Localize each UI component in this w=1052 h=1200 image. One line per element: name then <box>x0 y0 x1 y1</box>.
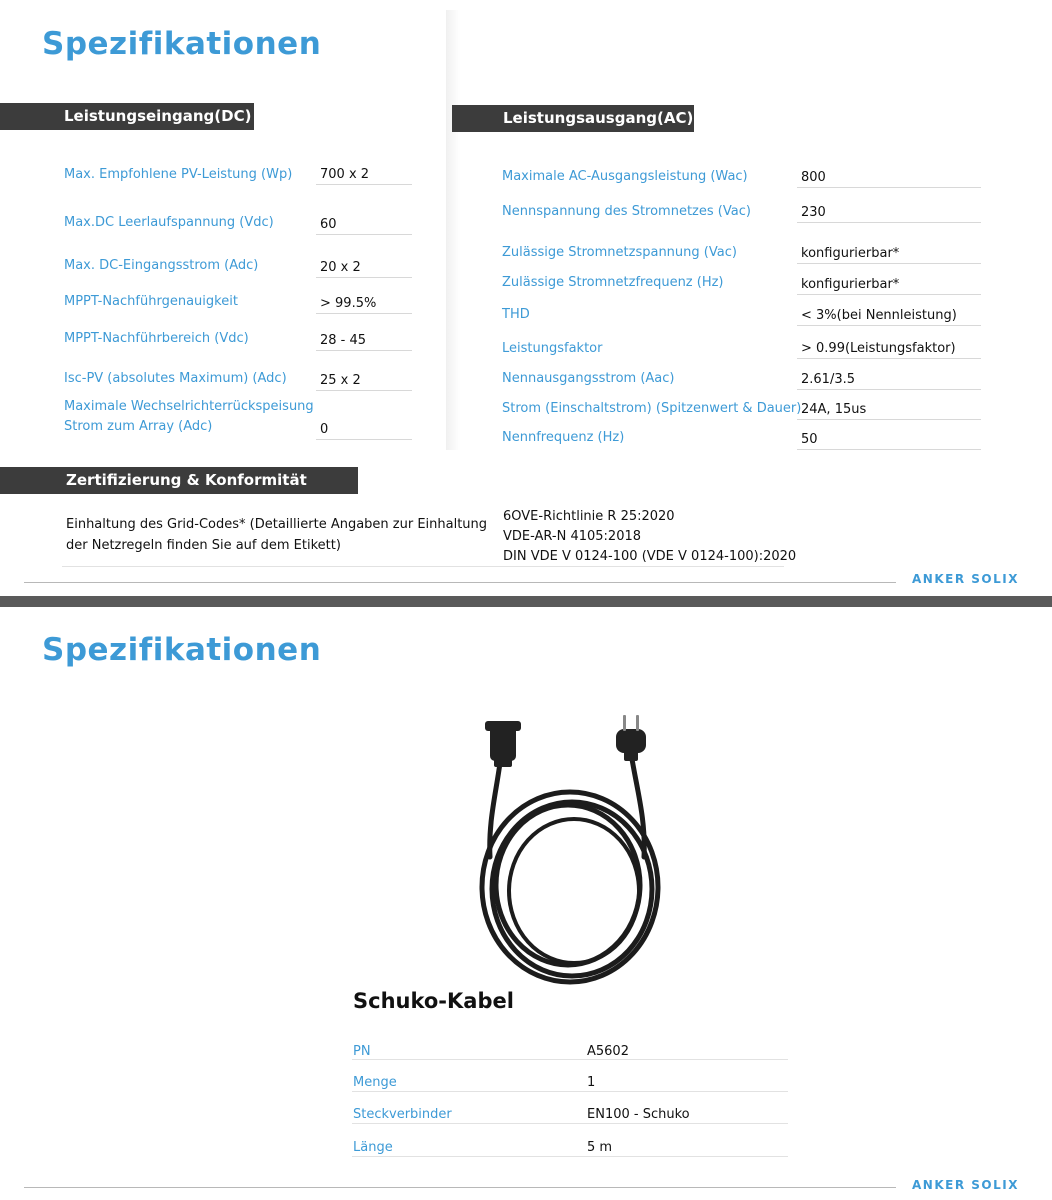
spec-label: Zulässige Stromnetzspannung (Vac) <box>502 245 737 260</box>
brand-logo: ANKER SOLIX <box>912 572 1019 586</box>
row-divider <box>797 419 981 420</box>
row-divider <box>797 294 981 295</box>
row-divider <box>797 187 981 188</box>
row-divider <box>316 277 412 278</box>
row-divider <box>316 439 412 440</box>
spec-label: Nennfrequenz (Hz) <box>502 430 625 445</box>
spec-label: Nennausgangsstrom (Aac) <box>502 371 675 386</box>
spec-page-1 <box>0 0 1052 596</box>
row-divider <box>797 358 981 359</box>
spec-value: 50 <box>801 432 818 447</box>
spec-value: 230 <box>801 205 826 220</box>
standard-item: 6OVE-Richtlinie R 25:2020 <box>503 509 675 524</box>
certification-label: Einhaltung des Grid-Codes* (Detaillierte Angaben zur Einhaltung der Netzregeln finden Sie auf dem Etikett) <box>66 517 488 553</box>
row-divider <box>352 1156 788 1157</box>
spec-value: EN100 - Schuko <box>587 1107 690 1122</box>
row-divider <box>316 350 412 351</box>
section-header-ac: Leistungsausgang(AC) <box>452 105 694 132</box>
row-divider <box>352 1123 788 1124</box>
spec-label: PN <box>353 1044 371 1059</box>
row-divider <box>797 449 981 450</box>
spec-label: MPPT-Nachführgenauigkeit <box>64 294 238 309</box>
spec-label: Nennspannung des Stromnetzes (Vac) <box>502 204 751 219</box>
page-title: Spezifikationen <box>42 26 322 62</box>
standard-item: DIN VDE V 0124-100 (VDE V 0124-100):2020 <box>503 549 797 564</box>
spec-value: 28 - 45 <box>320 333 367 348</box>
spec-value: 5 m <box>587 1140 613 1155</box>
spec-value: < 3%(bei Nennleistung) <box>801 308 957 323</box>
spec-label: Max. Empfohlene PV-Leistung (Wp) <box>64 167 293 182</box>
spec-value: konfigurierbar* <box>801 246 900 261</box>
page-title: Spezifikationen <box>42 632 322 668</box>
spec-value: 20 x 2 <box>320 260 361 275</box>
spec-value: 0 <box>320 422 329 437</box>
row-divider <box>797 389 981 390</box>
row-divider <box>352 1091 788 1092</box>
spec-value: > 99.5% <box>320 296 377 311</box>
spec-value: 800 <box>801 170 826 185</box>
spec-label: Isc-PV (absolutes Maximum) (Adc) <box>64 371 287 386</box>
column-shadow <box>446 10 460 450</box>
spec-label: Steckverbinder <box>353 1107 452 1122</box>
certification-standards <box>503 507 796 567</box>
row-divider <box>352 1059 788 1060</box>
row-divider <box>316 184 412 185</box>
standard-item: VDE-AR-N 4105:2018 <box>503 529 642 544</box>
spec-value: 700 x 2 <box>320 167 370 182</box>
spec-value: 1 <box>587 1075 596 1090</box>
brand-logo: ANKER SOLIX <box>912 1178 1019 1192</box>
spec-label: Maximale Wechselrichterrückspeisung Strom zum Array (Adc) <box>64 399 314 434</box>
spec-label: Max.DC Leerlaufspannung (Vdc) <box>64 215 274 230</box>
spec-value: 60 <box>320 217 337 232</box>
spec-value: 25 x 2 <box>320 373 361 388</box>
spec-label: Maximale AC-Ausgangsleistung (Wac) <box>502 169 748 184</box>
row-divider <box>316 234 412 235</box>
spec-value: 24A, 15us <box>801 402 867 417</box>
spec-page-2 <box>0 607 1052 1200</box>
section-header-certification: Zertifizierung & Konformität <box>0 467 358 494</box>
section-header-dc: Leistungseingang(DC) <box>0 103 254 130</box>
page-divider <box>0 596 1052 607</box>
spec-label: Menge <box>353 1075 397 1090</box>
row-divider <box>797 222 981 223</box>
row-divider <box>316 390 412 391</box>
spec-label: Zulässige Stromnetzfrequenz (Hz) <box>502 275 724 290</box>
schuko-cable-icon <box>440 707 700 987</box>
row-divider <box>797 325 981 326</box>
product-name: Schuko-Kabel <box>353 989 514 1013</box>
cable-image <box>440 707 700 987</box>
spec-label: Max. DC-Eingangsstrom (Adc) <box>64 258 259 273</box>
spec-label: THD <box>502 307 530 322</box>
spec-label: MPPT-Nachführbereich (Vdc) <box>64 331 249 346</box>
footer-rule <box>24 582 896 583</box>
row-divider <box>316 313 412 314</box>
spec-value: konfigurierbar* <box>801 277 900 292</box>
footer-rule <box>24 1187 896 1188</box>
row-divider <box>62 566 784 567</box>
spec-value: > 0.99(Leistungsfaktor) <box>801 341 956 356</box>
spec-label: Länge <box>353 1140 393 1155</box>
row-divider <box>797 263 981 264</box>
spec-label: Leistungsfaktor <box>502 341 603 356</box>
spec-value: 2.61/3.5 <box>801 372 855 387</box>
spec-label: Strom (Einschaltstrom) (Spitzenwert & Dauer) <box>502 401 802 416</box>
spec-value: A5602 <box>587 1044 629 1059</box>
